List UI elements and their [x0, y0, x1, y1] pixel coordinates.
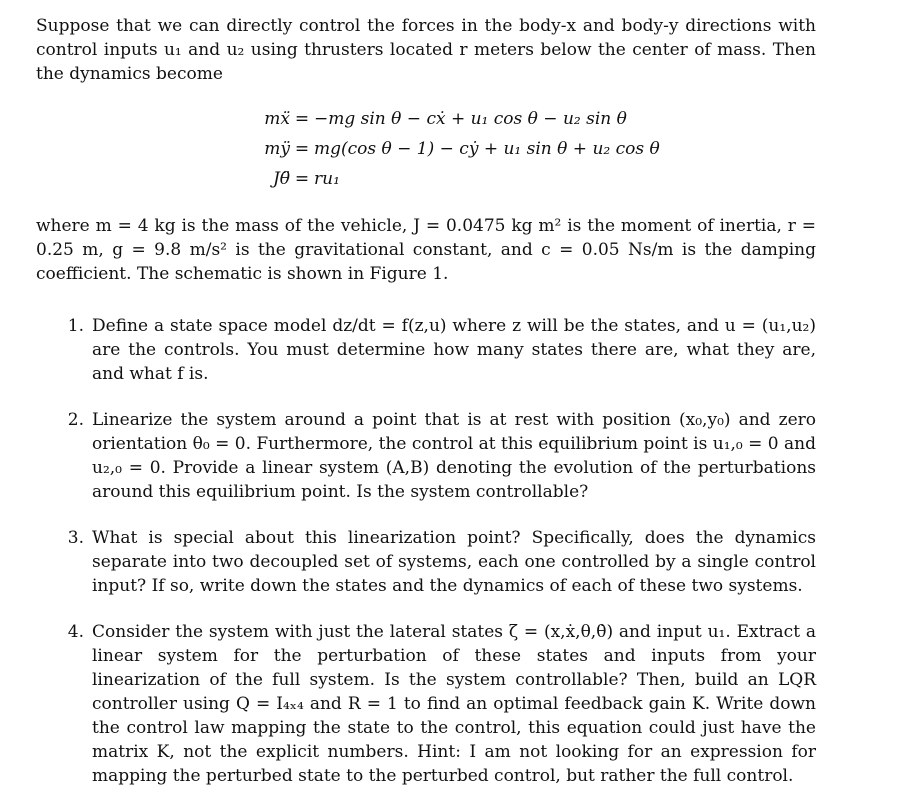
parameters-paragraph: where m = 4 kg is the mass of the vehicle, J = 0.0475 kg m² is the moment of inertia, r = 0.25 m, g = 9.8 m/s² is the gravitational constant, and c = 0.05 Ns/m is the damping coefficient. The schematic is shown in Figure 1.: [36, 216, 816, 284]
question-list: [36, 314, 816, 788]
equals-sign: =: [294, 139, 310, 159]
equation-x: [234, 104, 816, 134]
dynamics-equations: [234, 104, 816, 194]
question-number: 1.: [67, 316, 84, 336]
equation-rhs: −mg sin θ − cẋ + u₁ cos θ − u₂ sin θ: [314, 109, 627, 129]
question-number: 2.: [67, 410, 84, 430]
question-text: Define a state space model dz/dt = f(z,u) where z will be the states, and u = (u₁,u₂) are the controls. You must determine how many states there are, what they are, and what f is.: [92, 316, 816, 384]
equals-sign: =: [294, 169, 310, 189]
question-number: 3.: [67, 528, 84, 548]
question-text: Consider the system with just the lateral states ζ = (x,ẋ,θ,θ̇) and input u₁. Extract a linear system for the perturbation of these states and inputs from your linearization of the full system. Is the system controllable? Then, build an LQR controller using Q = I₄ₓ₄ and R = 1 to find an optimal feedback gain K. Write down the control law mapping the state to the control, this equation could just have the matrix K, not the explicit numbers. Hint: I am not looking for an expression for mapping the perturbed state to the perturbed control, but rather the full control.: [92, 622, 816, 786]
question-item: [36, 408, 816, 504]
question-item: [36, 620, 816, 788]
equation-rhs: ru₁: [314, 169, 340, 189]
question-item: [36, 314, 816, 386]
question-text: Linearize the system around a point that is at rest with position (x₀,y₀) and zero orientation θ₀ = 0. Furthermore, the control at this equilibrium point is u₁,₀ = 0 and u₂,₀ = 0. Provide a linear system (A,B) denoting the evolution of the perturbations around this equilibrium point. Is the system controllable?: [92, 410, 816, 502]
equals-sign: =: [294, 109, 310, 129]
equation-y: [234, 134, 816, 164]
question-number: 4.: [67, 622, 84, 642]
equation-lhs: Jθ̈: [272, 169, 290, 189]
document: [36, 14, 816, 810]
equation-lhs: mÿ: [264, 139, 290, 159]
equation-rhs: mg(cos θ − 1) − cẏ + u₁ sin θ + u₂ cos θ: [314, 139, 660, 159]
intro-paragraph: Suppose that we can directly control the forces in the body-x and body-y directions with control inputs u₁ and u₂ using thrusters located r meters below the center of mass. Then the dynamics become: [36, 16, 816, 84]
equation-theta: [234, 164, 816, 194]
question-text: What is special about this linearization point? Specifically, does the dynamics separate into two decoupled set of systems, each one controlled by a single control input? If so, write down the states and the dynamics of each of these two systems.: [92, 528, 816, 596]
equation-lhs: mẍ: [264, 109, 290, 129]
question-item: [36, 526, 816, 598]
